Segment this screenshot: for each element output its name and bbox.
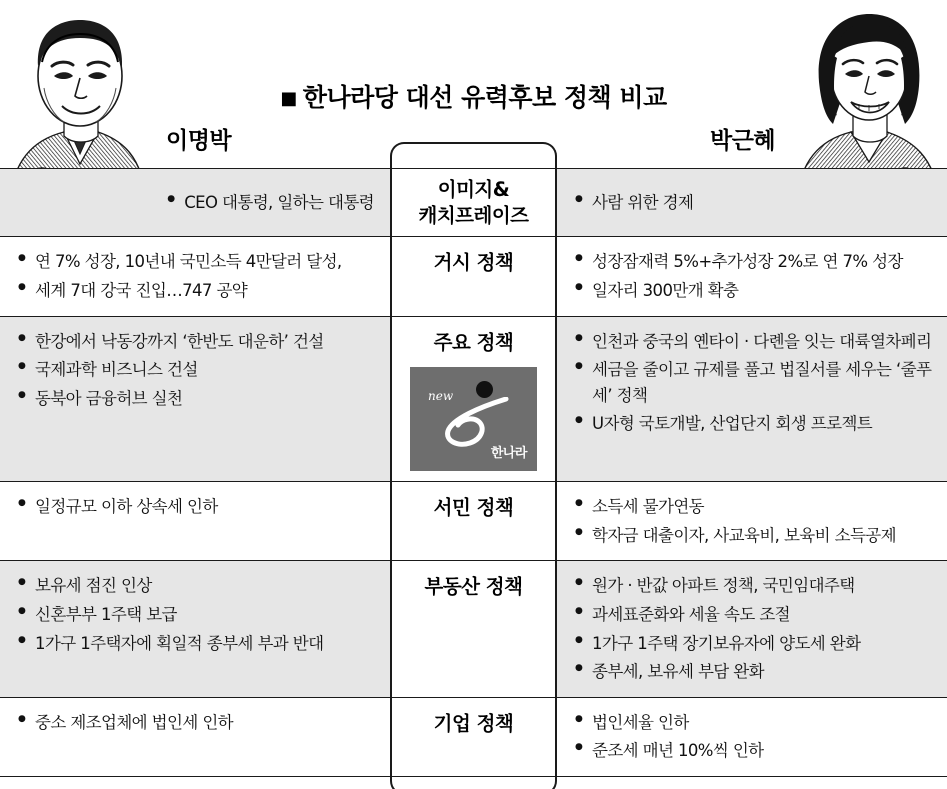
row-left-cell <box>0 561 390 696</box>
policy-list-left <box>18 329 376 412</box>
table-row <box>0 697 947 777</box>
policy-list-right <box>575 494 933 548</box>
list-item: ● 법인세율 인하 <box>575 710 933 736</box>
policy-list-left <box>18 710 376 736</box>
row-left-cell <box>0 237 390 315</box>
category-label-line2: 캐치프레이즈 <box>418 203 529 227</box>
list-item: ● 동북아 금융허브 실천 <box>18 386 376 412</box>
category-label: 서민 정책 <box>433 496 514 520</box>
hannara-party-logo <box>410 367 537 471</box>
list-item: ● CEO 대통령, 일하는 대통령 <box>167 190 374 216</box>
list-item: ● 사람 위한 경제 <box>575 190 693 216</box>
row-category-cell <box>390 317 557 482</box>
list-item: ● 일자리 300만개 확충 <box>575 278 933 304</box>
category-label-line1: 이미지& <box>437 178 510 201</box>
policy-list-right <box>575 573 933 684</box>
list-item: ● 보유세 점진 인상 <box>18 573 376 599</box>
row-category-cell <box>390 169 557 236</box>
policy-list-left <box>18 573 376 656</box>
list-item: ● 일정규모 이하 상속세 인하 <box>18 494 376 520</box>
category-label: 주요 정책 <box>433 330 514 354</box>
category-label: 거시 정책 <box>433 251 514 275</box>
table-row <box>0 168 947 236</box>
list-item: ● 한강에서 낙동강까지 ‘한반도 대운하’ 건설 <box>18 329 376 355</box>
comparison-table <box>0 168 947 777</box>
row-left-cell <box>0 169 390 236</box>
logo-word-text: 한나라 <box>490 446 527 462</box>
list-item: ● 세계 7대 강국 진입…747 공약 <box>18 278 376 304</box>
category-label: 기업 정책 <box>433 711 514 735</box>
row-left-cell <box>0 482 390 560</box>
list-item: ● 소득세 물가연동 <box>575 494 933 520</box>
table-row <box>0 316 947 482</box>
list-item: ● 성장잠재력 5%+추가성장 2%로 연 7% 성장 <box>575 249 933 275</box>
list-item: ● 종부세, 보유세 부담 완화 <box>575 659 933 685</box>
table-row <box>0 236 947 315</box>
logo-new-text: new <box>428 389 454 404</box>
row-right-cell <box>557 169 947 236</box>
row-left-cell <box>0 698 390 776</box>
list-item: ● 연 7% 성장, 10년내 국민소득 4만달러 달성, <box>18 249 376 275</box>
list-item: ● 원가 · 반값 아파트 정책, 국민임대주택 <box>575 573 933 599</box>
row-category-cell <box>390 561 557 696</box>
policy-list-right <box>575 710 933 764</box>
row-right-cell <box>557 237 947 315</box>
list-item: ● 세금을 줄이고 규제를 풀고 법질서를 세우는 ‘줄푸세’ 정책 <box>575 357 933 408</box>
title-marker-icon: ■ <box>280 88 297 109</box>
row-right-cell <box>557 698 947 776</box>
row-category-cell <box>390 482 557 560</box>
row-right-cell <box>557 561 947 696</box>
row-right-cell <box>557 317 947 482</box>
policy-list-left <box>18 249 376 303</box>
policy-list-left <box>18 494 376 520</box>
candidate-name-left: 이명박 <box>166 128 232 154</box>
policy-list-right <box>575 190 693 216</box>
policy-list-left <box>167 190 374 216</box>
row-category-cell <box>390 237 557 315</box>
logo-dot-icon <box>476 381 493 398</box>
list-item: ● 준조세 매년 10%씩 인하 <box>575 738 933 764</box>
list-item: ● U자형 국토개발, 산업단지 회생 프로젝트 <box>575 411 933 437</box>
title-text: 한나라당 대선 유력후보 정책 비교 <box>302 83 667 112</box>
center-column-bottom-cap <box>390 777 557 789</box>
list-item: ● 국제과학 비즈니스 건설 <box>18 357 376 383</box>
category-label: 부동산 정책 <box>424 575 523 599</box>
row-category-cell <box>390 698 557 776</box>
center-column-top-cap <box>390 142 557 168</box>
list-item: ● 중소 제조업체에 법인세 인하 <box>18 710 376 736</box>
table-row <box>0 560 947 696</box>
list-item: ● 과세표준화와 세율 속도 조절 <box>575 602 933 628</box>
policy-list-right <box>575 329 933 437</box>
row-right-cell <box>557 482 947 560</box>
list-item: ● 신혼부부 1주택 보급 <box>18 602 376 628</box>
policy-list-right <box>575 249 933 303</box>
list-item: ● 인천과 중국의 옌타이 · 다롄을 잇는 대륙열차페리 <box>575 329 933 355</box>
list-item: ● 학자금 대출이자, 사교육비, 보육비 소득공제 <box>575 523 933 549</box>
table-row <box>0 481 947 560</box>
list-item: ● 1가구 1주택 장기보유자에 양도세 완화 <box>575 631 933 657</box>
page-title <box>0 78 947 114</box>
row-left-cell <box>0 317 390 482</box>
category-label <box>418 177 528 228</box>
candidate-name-right: 박근혜 <box>710 128 776 154</box>
list-item: ● 1가구 1주택자에 획일적 종부세 부과 반대 <box>18 631 376 657</box>
